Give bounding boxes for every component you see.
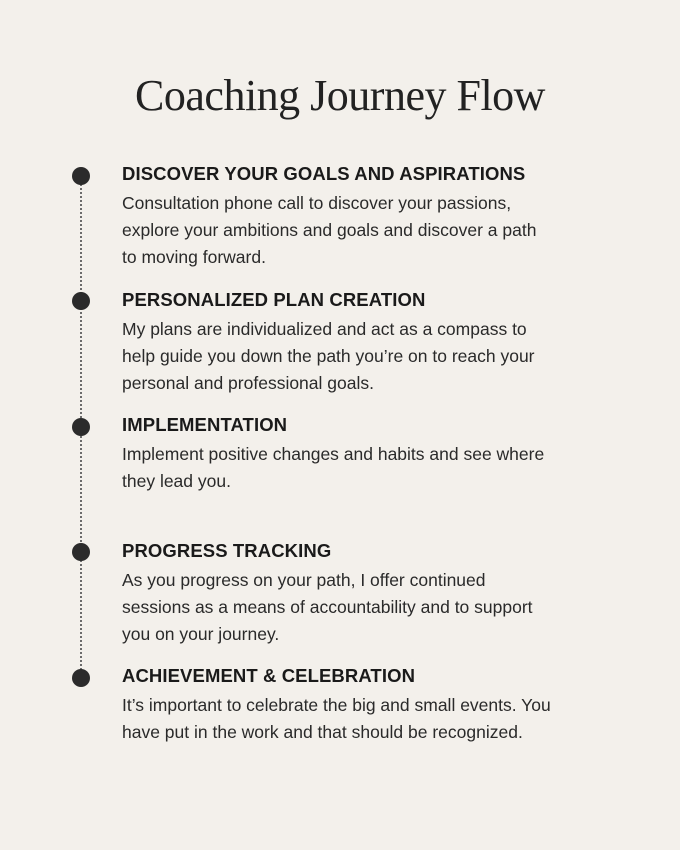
step-description-line: have put in the work and that should be recognized. (122, 722, 523, 742)
step-description-line: explore your ambitions and goals and discover a path (122, 220, 537, 240)
step-description (122, 567, 622, 648)
step-heading: DISCOVER YOUR GOALS AND ASPIRATIONS (122, 163, 526, 184)
step-heading: PROGRESS TRACKING (122, 540, 332, 561)
timeline-dot-4 (72, 543, 90, 561)
step-description-line: It’s important to celebrate the big and small events. You (122, 695, 551, 715)
timeline-dot-2 (72, 292, 90, 310)
step-achievement-celebration (122, 664, 622, 746)
step-description-line: to moving forward. (122, 247, 266, 267)
step-description-line: help guide you down the path you’re on to reach your (122, 346, 535, 366)
step-description-line: Implement positive changes and habits and see where (122, 444, 545, 464)
timeline-dot-3 (72, 418, 90, 436)
timeline-dot-5 (72, 669, 90, 687)
step-description-line: personal and professional goals. (122, 373, 374, 393)
step-description (122, 441, 622, 495)
step-heading: IMPLEMENTATION (122, 414, 288, 435)
page-title: Coaching Journey Flow (135, 71, 545, 120)
step-personalized-plan (122, 288, 622, 397)
step-description (122, 692, 622, 746)
step-heading: ACHIEVEMENT & CELEBRATION (122, 665, 416, 686)
step-heading: PERSONALIZED PLAN CREATION (122, 289, 426, 310)
step-description-line: As you progress on your path, I offer continued (122, 570, 486, 590)
step-description-line: you on your journey. (122, 624, 280, 644)
step-description-line: My plans are individualized and act as a compass to (122, 319, 527, 339)
timeline-dot-1 (72, 167, 90, 185)
step-description (122, 190, 622, 271)
step-description-line: they lead you. (122, 471, 231, 491)
step-description-line: sessions as a means of accountability and to support (122, 597, 533, 617)
step-implementation (122, 413, 622, 495)
step-discover-goals (122, 162, 622, 271)
step-progress-tracking (122, 539, 622, 648)
step-description (122, 316, 622, 397)
step-description-line: Consultation phone call to discover your passions, (122, 193, 512, 213)
